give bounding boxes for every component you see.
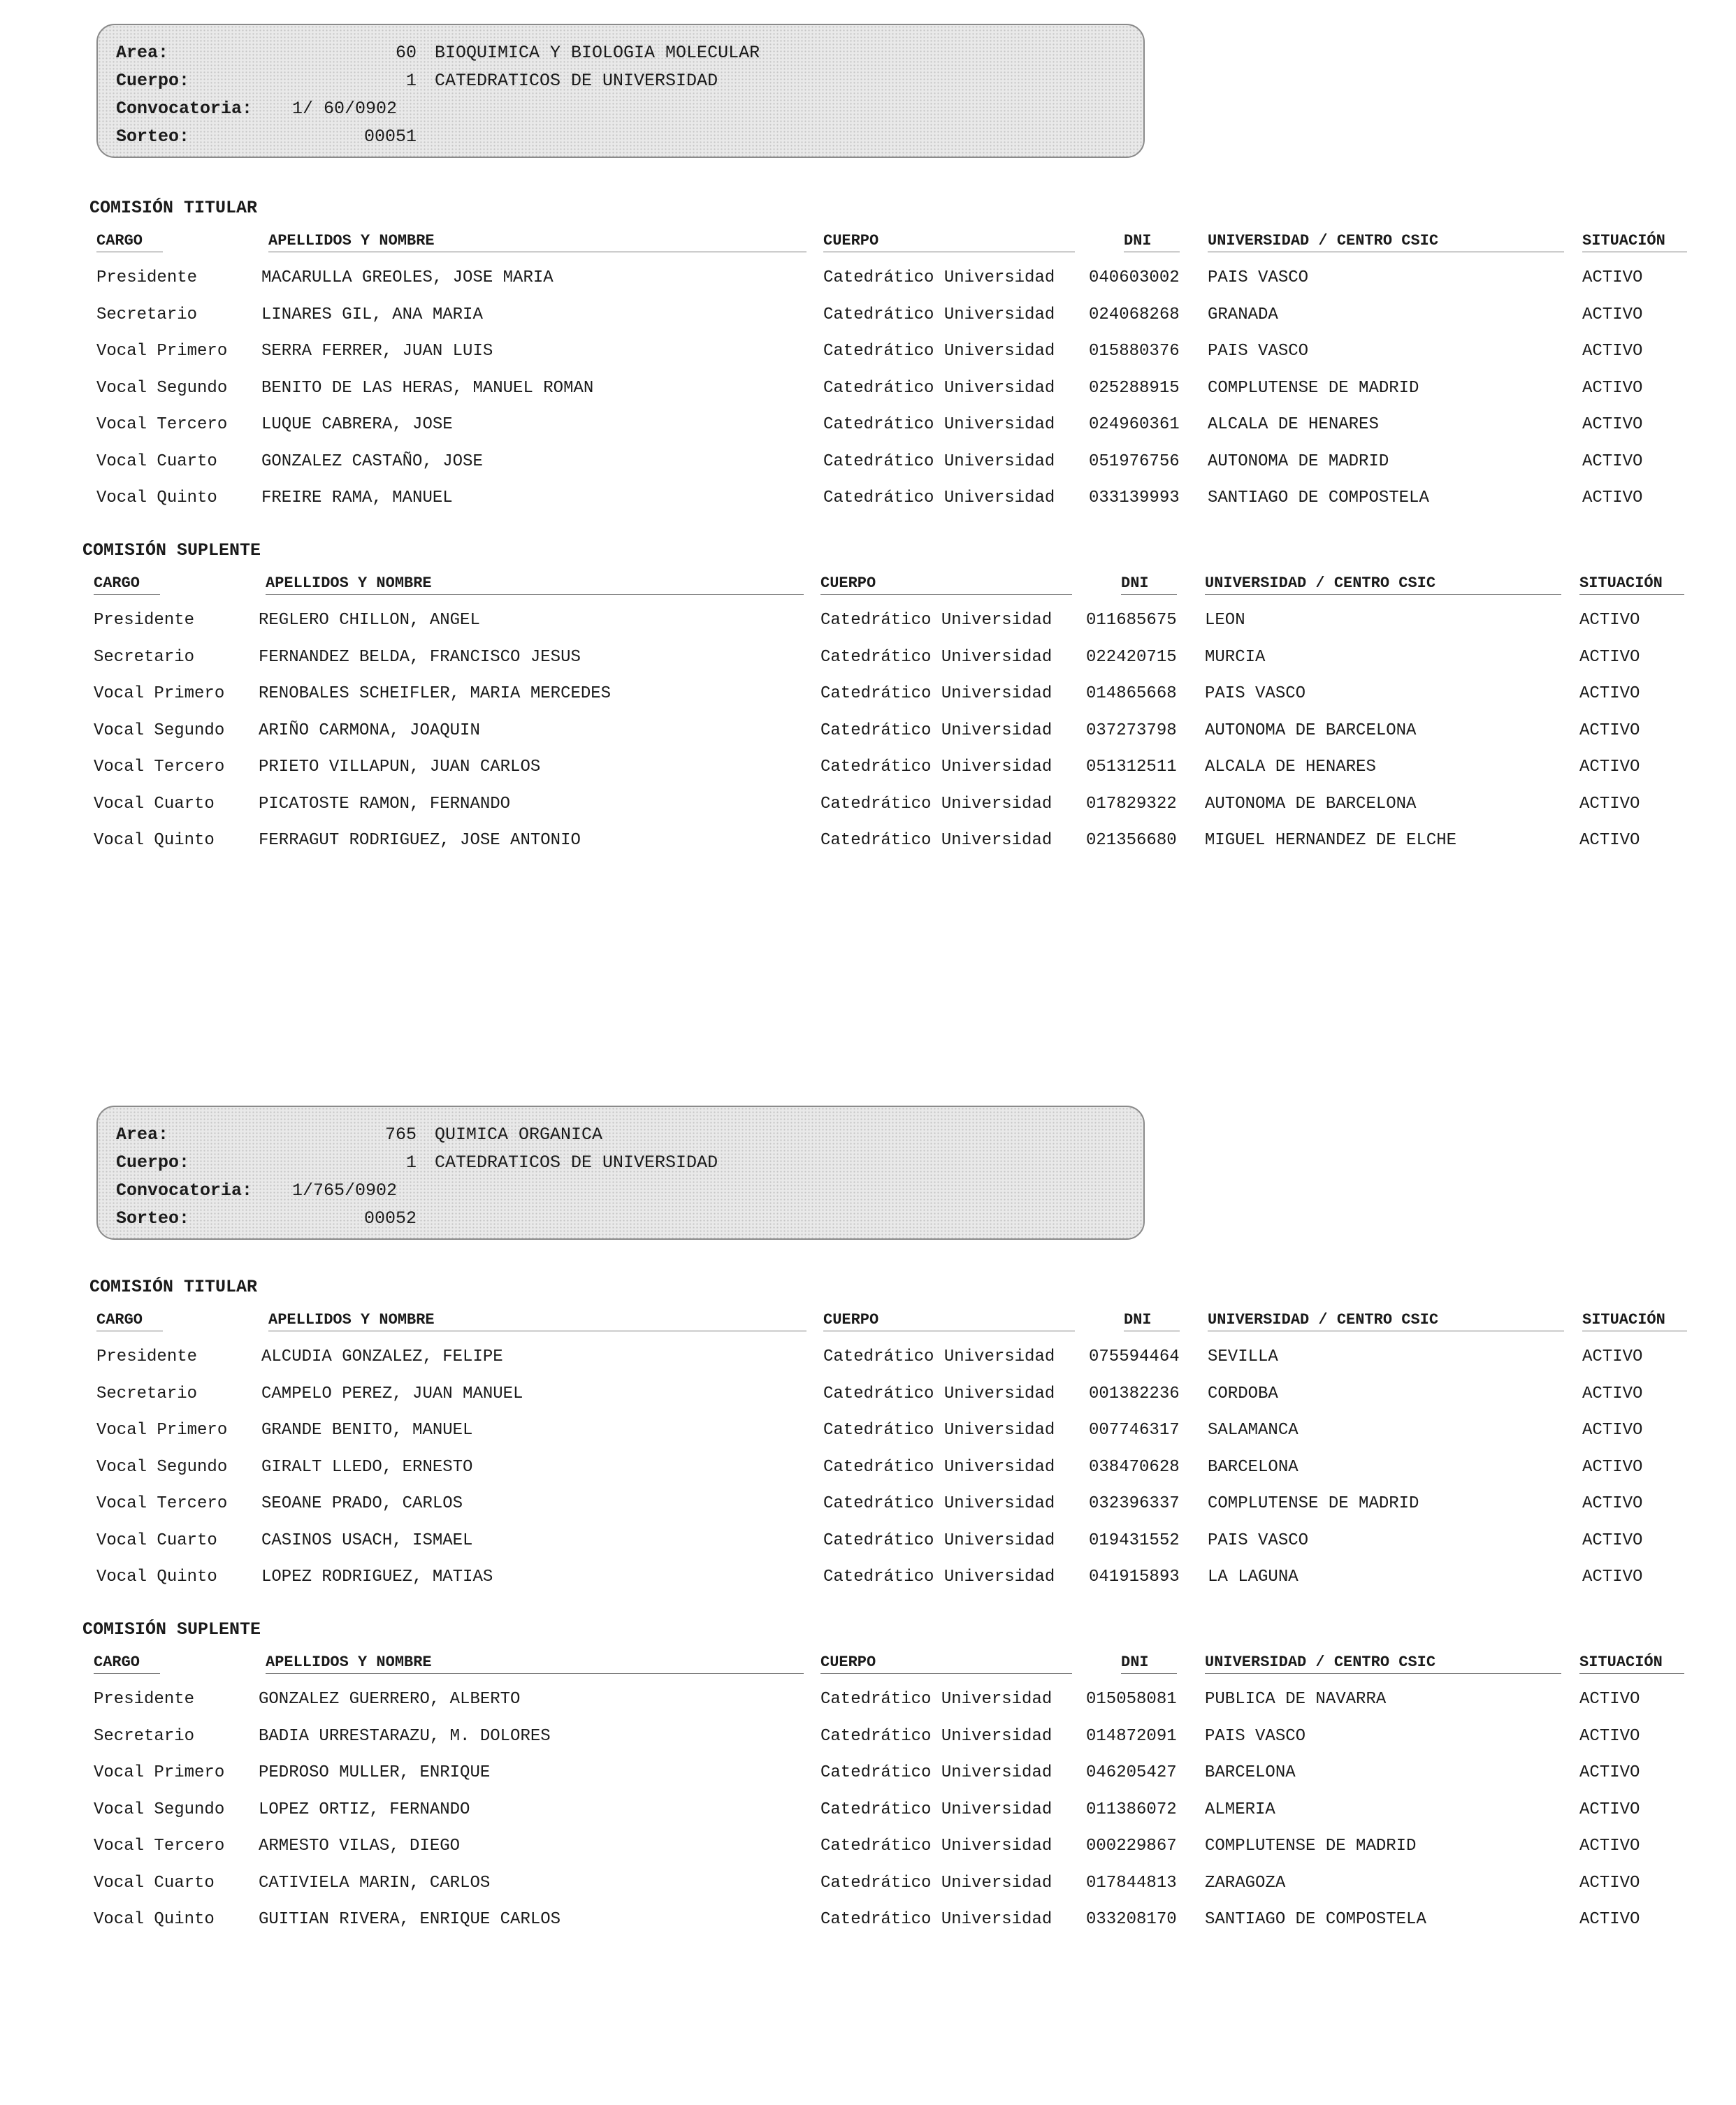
cargo-cell: Presidente: [96, 268, 198, 287]
dni-cell: 014872091: [1086, 1726, 1177, 1746]
cuerpo-number: 1: [405, 71, 417, 91]
column-header-cargo: CARGO: [94, 574, 140, 592]
cuerpo-number: 1: [405, 1152, 417, 1173]
dni-cell: 015880376: [1089, 342, 1180, 361]
dni-cell: 017844813: [1086, 1873, 1177, 1893]
nombre-cell: RENOBALES SCHEIFLER, MARIA MERCEDES: [259, 684, 612, 703]
nombre-cell: LINARES GIL, ANA MARIA: [261, 305, 483, 324]
cuerpo-cell: Catedrático Universidad: [820, 647, 1053, 667]
column-header-dni: DNI: [1124, 232, 1152, 249]
situacion-cell: ACTIVO: [1582, 1457, 1643, 1477]
header-underline: [266, 1673, 804, 1674]
situacion-cell: ACTIVO: [1582, 1494, 1643, 1513]
cuerpo-name: CATEDRATICOS DE UNIVERSIDAD: [435, 71, 718, 91]
universidad-cell: AUTONOMA DE BARCELONA: [1205, 721, 1417, 740]
cargo-cell: Secretario: [94, 1726, 195, 1746]
universidad-cell: SANTIAGO DE COMPOSTELA: [1208, 489, 1429, 507]
cargo-cell: Vocal Quinto: [94, 831, 215, 850]
dni-cell: 000229867: [1086, 1837, 1177, 1856]
convocatoria-value: 1/765/0902: [292, 1180, 398, 1201]
cuerpo-cell: Catedrático Universidad: [823, 489, 1055, 507]
situacion-cell: ACTIVO: [1582, 1531, 1643, 1550]
dni-cell: 017829322: [1086, 794, 1177, 813]
nombre-cell: FERRAGUT RODRIGUEZ, JOSE ANTONIO: [259, 831, 581, 850]
universidad-cell: PAIS VASCO: [1208, 268, 1309, 287]
cuerpo-cell: Catedrático Universidad: [823, 305, 1055, 324]
cuerpo-cell: Catedrático Universidad: [820, 758, 1053, 776]
sorteo-line: [116, 1205, 417, 1233]
dni-cell: 032396337: [1089, 1494, 1180, 1513]
situacion-cell: ACTIVO: [1579, 1837, 1640, 1856]
nombre-cell: BENITO DE LAS HERAS, MANUEL ROMAN: [261, 378, 594, 398]
universidad-cell: SALAMANCA: [1208, 1421, 1299, 1440]
universidad-cell: AUTONOMA DE BARCELONA: [1205, 794, 1417, 813]
section-title-titular: COMISIÓN TITULAR: [89, 1277, 258, 1297]
cuerpo-cell: Catedrático Universidad: [820, 1763, 1053, 1782]
nombre-cell: ARMESTO VILAS, DIEGO: [259, 1837, 461, 1856]
universidad-cell: PAIS VASCO: [1208, 1531, 1309, 1550]
nombre-cell: SEOANE PRADO, CARLOS: [261, 1494, 463, 1513]
area-number: 765: [384, 1124, 417, 1145]
cuerpo-cell: Catedrático Universidad: [823, 1494, 1055, 1513]
sorteo-value: 00052: [363, 1208, 417, 1229]
nombre-cell: CAMPELO PEREZ, JUAN MANUEL: [261, 1384, 523, 1403]
nombre-cell: GONZALEZ GUERRERO, ALBERTO: [259, 1690, 521, 1709]
dni-cell: 033139993: [1089, 489, 1180, 507]
convocatoria-line: [116, 1177, 397, 1205]
universidad-cell: LA LAGUNA: [1208, 1568, 1299, 1586]
column-header-cargo: CARGO: [94, 1654, 140, 1671]
situacion-cell: ACTIVO: [1582, 489, 1643, 507]
cargo-cell: Vocal Tercero: [96, 1494, 228, 1513]
column-header-situacion: SITUACIÓN: [1579, 1654, 1663, 1671]
situacion-cell: ACTIVO: [1582, 415, 1643, 434]
dni-cell: 011685675: [1086, 611, 1177, 630]
nombre-cell: LOPEZ RODRIGUEZ, MATIAS: [261, 1568, 493, 1586]
dni-cell: 033208170: [1086, 1910, 1177, 1929]
convocatoria-value: 1/ 60/0902: [292, 99, 398, 119]
header-underline: [94, 1673, 160, 1674]
universidad-cell: BARCELONA: [1208, 1457, 1299, 1477]
dni-cell: 075594464: [1089, 1347, 1180, 1366]
nombre-cell: GUITIAN RIVERA, ENRIQUE CARLOS: [259, 1910, 561, 1929]
cuerpo-cell: Catedrático Universidad: [823, 268, 1055, 287]
header-underline: [820, 1673, 1072, 1674]
cargo-cell: Vocal Tercero: [96, 415, 228, 434]
cargo-cell: Vocal Primero: [94, 684, 225, 703]
header-underline: [1579, 1673, 1684, 1674]
cargo-cell: Vocal Cuarto: [94, 794, 215, 813]
area-number: 60: [395, 43, 417, 63]
situacion-cell: ACTIVO: [1582, 378, 1643, 398]
universidad-cell: COMPLUTENSE DE MADRID: [1208, 1494, 1419, 1513]
nombre-cell: ALCUDIA GONZALEZ, FELIPE: [261, 1347, 503, 1366]
universidad-cell: PAIS VASCO: [1205, 1726, 1306, 1746]
cargo-cell: Vocal Segundo: [96, 1457, 228, 1477]
cuerpo-cell: Catedrático Universidad: [820, 1800, 1053, 1819]
area-label: Area:: [116, 1124, 169, 1145]
cuerpo-cell: Catedrático Universidad: [820, 684, 1053, 703]
nombre-cell: LUQUE CABRERA, JOSE: [261, 415, 453, 434]
nombre-cell: BADIA URRESTARAZU, M. DOLORES: [259, 1726, 551, 1746]
column-header-situacion: SITUACIÓN: [1582, 232, 1665, 249]
universidad-cell: SANTIAGO DE COMPOSTELA: [1205, 1910, 1426, 1929]
cuerpo-cell: Catedrático Universidad: [823, 1457, 1055, 1477]
situacion-cell: ACTIVO: [1579, 684, 1640, 703]
cuerpo-cell: Catedrático Universidad: [820, 721, 1053, 740]
nombre-cell: CASINOS USACH, ISMAEL: [261, 1531, 473, 1550]
nombre-cell: GONZALEZ CASTAÑO, JOSE: [261, 451, 483, 471]
situacion-cell: ACTIVO: [1582, 1347, 1643, 1366]
dni-cell: 041915893: [1089, 1568, 1180, 1586]
cargo-cell: Vocal Primero: [96, 342, 228, 361]
dni-cell: 011386072: [1086, 1800, 1177, 1819]
situacion-cell: ACTIVO: [1579, 1910, 1640, 1929]
dni-cell: 024960361: [1089, 415, 1180, 434]
convocatoria-label: Convocatoria:: [116, 99, 253, 119]
column-header-universidad: UNIVERSIDAD / CENTRO CSIC: [1208, 1311, 1439, 1329]
cuerpo-cell: Catedrático Universidad: [820, 1837, 1053, 1856]
sorteo-value: 00051: [363, 126, 417, 147]
situacion-cell: ACTIVO: [1579, 611, 1640, 630]
cargo-cell: Vocal Tercero: [94, 758, 225, 776]
cuerpo-name: CATEDRATICOS DE UNIVERSIDAD: [435, 1152, 718, 1173]
cuerpo-line: [116, 1149, 718, 1177]
column-header-situacion: SITUACIÓN: [1579, 574, 1663, 592]
dni-cell: 019431552: [1089, 1531, 1180, 1550]
situacion-cell: ACTIVO: [1582, 342, 1643, 361]
nombre-cell: FREIRE RAMA, MANUEL: [261, 489, 453, 507]
dni-cell: 001382236: [1089, 1384, 1180, 1403]
dni-cell: 024068268: [1089, 305, 1180, 324]
column-header-dni: DNI: [1121, 574, 1149, 592]
dni-cell: 051312511: [1086, 758, 1177, 776]
cargo-cell: Vocal Quinto: [94, 1910, 215, 1929]
column-header-cuerpo: CUERPO: [820, 1654, 876, 1671]
cargo-cell: Vocal Quinto: [96, 1568, 217, 1586]
column-header-nombre: APELLIDOS Y NOMBRE: [268, 1311, 435, 1329]
column-header-cargo: CARGO: [96, 1311, 143, 1329]
area-info-box: [96, 1106, 1145, 1240]
dni-cell: 038470628: [1089, 1457, 1180, 1477]
column-header-nombre: APELLIDOS Y NOMBRE: [266, 574, 432, 592]
cuerpo-cell: Catedrático Universidad: [823, 451, 1055, 471]
cargo-cell: Presidente: [94, 611, 195, 630]
section-title-titular: COMISIÓN TITULAR: [89, 198, 258, 218]
universidad-cell: COMPLUTENSE DE MADRID: [1208, 378, 1419, 398]
cargo-cell: Presidente: [96, 1347, 198, 1366]
situacion-cell: ACTIVO: [1579, 721, 1640, 740]
situacion-cell: ACTIVO: [1582, 1568, 1643, 1586]
situacion-cell: ACTIVO: [1582, 1384, 1643, 1403]
dni-cell: 040603002: [1089, 268, 1180, 287]
column-header-nombre: APELLIDOS Y NOMBRE: [268, 232, 435, 249]
situacion-cell: ACTIVO: [1579, 1763, 1640, 1782]
nombre-cell: MACARULLA GREOLES, JOSE MARIA: [261, 268, 554, 287]
nombre-cell: FERNANDEZ BELDA, FRANCISCO JESUS: [259, 647, 581, 667]
nombre-cell: PEDROSO MULLER, ENRIQUE: [259, 1763, 491, 1782]
nombre-cell: GRANDE BENITO, MANUEL: [261, 1421, 473, 1440]
dni-cell: 046205427: [1086, 1763, 1177, 1782]
column-header-cuerpo: CUERPO: [823, 232, 879, 249]
dni-cell: 007746317: [1089, 1421, 1180, 1440]
cuerpo-cell: Catedrático Universidad: [823, 1421, 1055, 1440]
situacion-cell: ACTIVO: [1579, 1690, 1640, 1709]
cuerpo-cell: Catedrático Universidad: [823, 342, 1055, 361]
header-underline: [1121, 1673, 1177, 1674]
cuerpo-cell: Catedrático Universidad: [820, 831, 1053, 850]
column-header-universidad: UNIVERSIDAD / CENTRO CSIC: [1205, 1654, 1436, 1671]
convocatoria-label: Convocatoria:: [116, 1180, 253, 1201]
dni-cell: 051976756: [1089, 451, 1180, 471]
cargo-cell: Vocal Cuarto: [94, 1873, 215, 1893]
universidad-cell: PUBLICA DE NAVARRA: [1205, 1690, 1387, 1709]
universidad-cell: COMPLUTENSE DE MADRID: [1205, 1837, 1417, 1856]
cuerpo-cell: Catedrático Universidad: [823, 1347, 1055, 1366]
nombre-cell: PRIETO VILLAPUN, JUAN CARLOS: [259, 758, 541, 776]
situacion-cell: ACTIVO: [1579, 1873, 1640, 1893]
cuerpo-cell: Catedrático Universidad: [820, 1910, 1053, 1929]
situacion-cell: ACTIVO: [1579, 794, 1640, 813]
universidad-cell: GRANADA: [1208, 305, 1278, 324]
dni-cell: 025288915: [1089, 378, 1180, 398]
area-name: QUIMICA ORGANICA: [435, 1124, 603, 1145]
cargo-cell: Vocal Tercero: [94, 1837, 225, 1856]
cuerpo-cell: Catedrático Universidad: [823, 1531, 1055, 1550]
cuerpo-cell: Catedrático Universidad: [823, 1384, 1055, 1403]
universidad-cell: MURCIA: [1205, 647, 1266, 667]
cuerpo-cell: Catedrático Universidad: [820, 1690, 1053, 1709]
situacion-cell: ACTIVO: [1579, 647, 1640, 667]
nombre-cell: ARIÑO CARMONA, JOAQUIN: [259, 721, 480, 740]
cuerpo-cell: Catedrático Universidad: [820, 1873, 1053, 1893]
universidad-cell: SEVILLA: [1208, 1347, 1278, 1366]
situacion-cell: ACTIVO: [1579, 1800, 1640, 1819]
universidad-cell: LEON: [1205, 611, 1245, 630]
column-header-dni: DNI: [1124, 1311, 1152, 1329]
dni-cell: 022420715: [1086, 647, 1177, 667]
situacion-cell: ACTIVO: [1582, 305, 1643, 324]
cuerpo-cell: Catedrático Universidad: [823, 1568, 1055, 1586]
cargo-cell: Vocal Primero: [94, 1763, 225, 1782]
universidad-cell: ALCALA DE HENARES: [1205, 758, 1376, 776]
cuerpo-cell: Catedrático Universidad: [820, 1726, 1053, 1746]
universidad-cell: MIGUEL HERNANDEZ DE ELCHE: [1205, 831, 1457, 850]
cuerpo-label: Cuerpo:: [116, 71, 190, 91]
dni-cell: 021356680: [1086, 831, 1177, 850]
cargo-cell: Vocal Cuarto: [96, 1531, 217, 1550]
cargo-cell: Secretario: [94, 647, 195, 667]
cargo-cell: Presidente: [94, 1690, 195, 1709]
universidad-cell: CORDOBA: [1208, 1384, 1278, 1403]
nombre-cell: PICATOSTE RAMON, FERNANDO: [259, 794, 511, 813]
universidad-cell: ALCALA DE HENARES: [1208, 415, 1379, 434]
situacion-cell: ACTIVO: [1582, 1421, 1643, 1440]
area-name: BIOQUIMICA Y BIOLOGIA MOLECULAR: [435, 43, 760, 63]
sorteo-label: Sorteo:: [116, 126, 190, 147]
nombre-cell: REGLERO CHILLON, ANGEL: [259, 611, 480, 630]
situacion-cell: ACTIVO: [1579, 1726, 1640, 1746]
cargo-cell: Vocal Segundo: [96, 378, 228, 398]
cargo-cell: Vocal Segundo: [94, 1800, 225, 1819]
column-header-cuerpo: CUERPO: [823, 1311, 879, 1329]
nombre-cell: GIRALT LLEDO, ERNESTO: [261, 1457, 473, 1477]
nombre-cell: CATIVIELA MARIN, CARLOS: [259, 1873, 491, 1893]
header-underline: [1205, 1673, 1561, 1674]
area-label: Area:: [116, 43, 169, 63]
cuerpo-cell: Catedrático Universidad: [820, 611, 1053, 630]
dni-cell: 037273798: [1086, 721, 1177, 740]
cargo-cell: Vocal Quinto: [96, 489, 217, 507]
section-title-suplente: COMISIÓN SUPLENTE: [82, 540, 261, 560]
column-header-cuerpo: CUERPO: [820, 574, 876, 592]
nombre-cell: SERRA FERRER, JUAN LUIS: [261, 342, 493, 361]
universidad-cell: BARCELONA: [1205, 1763, 1296, 1782]
column-header-nombre: APELLIDOS Y NOMBRE: [266, 1654, 432, 1671]
universidad-cell: PAIS VASCO: [1205, 684, 1306, 703]
dni-cell: 014865668: [1086, 684, 1177, 703]
situacion-cell: ACTIVO: [1582, 451, 1643, 471]
area-line: [116, 1121, 602, 1149]
cargo-cell: Secretario: [96, 1384, 198, 1403]
situacion-cell: ACTIVO: [1582, 268, 1643, 287]
cuerpo-label: Cuerpo:: [116, 1152, 190, 1173]
dni-cell: 015058081: [1086, 1690, 1177, 1709]
cargo-cell: Secretario: [96, 305, 198, 324]
cargo-cell: Vocal Primero: [96, 1421, 228, 1440]
cargo-cell: Vocal Cuarto: [96, 451, 217, 471]
universidad-cell: ZARAGOZA: [1205, 1873, 1286, 1893]
cuerpo-cell: Catedrático Universidad: [820, 794, 1053, 813]
cuerpo-cell: Catedrático Universidad: [823, 378, 1055, 398]
situacion-cell: ACTIVO: [1579, 831, 1640, 850]
universidad-cell: ALMERIA: [1205, 1800, 1275, 1819]
column-header-cargo: CARGO: [96, 232, 143, 249]
column-header-universidad: UNIVERSIDAD / CENTRO CSIC: [1208, 232, 1439, 249]
section-title-suplente: COMISIÓN SUPLENTE: [82, 1619, 261, 1640]
situacion-cell: ACTIVO: [1579, 758, 1640, 776]
universidad-cell: PAIS VASCO: [1208, 342, 1309, 361]
cargo-cell: Vocal Segundo: [94, 721, 225, 740]
cuerpo-cell: Catedrático Universidad: [823, 415, 1055, 434]
nombre-cell: LOPEZ ORTIZ, FERNANDO: [259, 1800, 470, 1819]
column-header-universidad: UNIVERSIDAD / CENTRO CSIC: [1205, 574, 1436, 592]
column-header-situacion: SITUACIÓN: [1582, 1311, 1665, 1329]
sorteo-label: Sorteo:: [116, 1208, 190, 1229]
universidad-cell: AUTONOMA DE MADRID: [1208, 451, 1389, 471]
column-header-dni: DNI: [1121, 1654, 1149, 1671]
